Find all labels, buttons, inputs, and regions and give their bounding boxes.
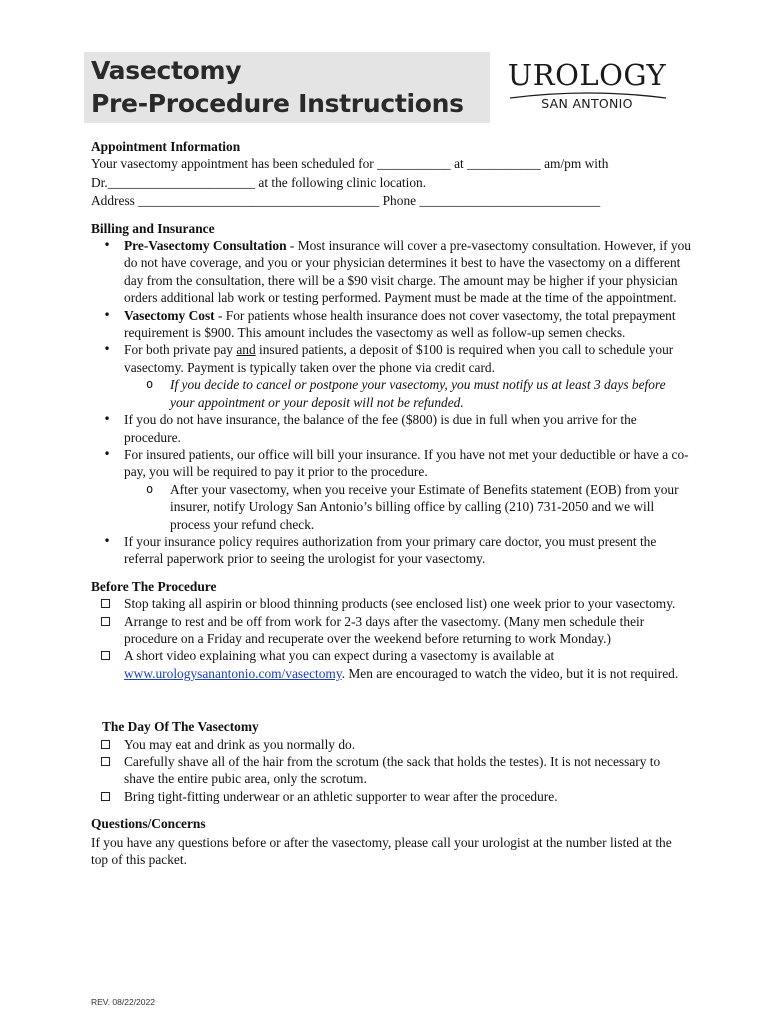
eob-text: After your vasectomy, when you receive your Estimate of Benefits statement (EOB) from your insurer, notify Urology San Antonio’s billing office by calling (210) 731-2050 and we will process your refund check.	[170, 481, 679, 532]
appointment-line-doctor: Dr.______________________ at the following clinic location.	[91, 174, 427, 190]
video-text-pre: A short video explaining what you can expect during a vasectomy is available at	[124, 648, 555, 664]
cost-text: - For patients whose health insurance does not cover vasectomy, the total prepayment requirement is $900. This amount includes the vasectomy as well as follow-up semen checks.	[124, 307, 676, 341]
insured-text: For insured patients, our office will bill your insurance. If you have not met your deductible or have a co-pay, you will be required to pay it prior to the procedure.	[124, 446, 689, 480]
consultation-label: Pre-Vasectomy Consultation	[124, 238, 287, 254]
billing-section	[91, 220, 691, 568]
bullet-icon: •	[103, 412, 111, 427]
eat-text: You may eat and drink as you normally do.	[124, 736, 356, 752]
sub-list-item	[124, 376, 691, 411]
sub-bullet-icon: o	[146, 481, 154, 496]
sub-bullet-icon: o	[146, 377, 154, 392]
checkbox-icon	[101, 740, 110, 749]
list-item	[91, 341, 691, 411]
appointment-line-date: Your vasectomy appointment has been scheduled for ___________ at ___________ am/pm with	[91, 156, 609, 172]
checkbox-icon	[101, 617, 110, 626]
page-title: Vasectomy	[91, 56, 242, 85]
list-item	[91, 446, 691, 533]
aspirin-text: Stop taking all aspirin or blood thinning products (see enclosed list) one week prior to your vasectomy.	[124, 596, 676, 612]
bullet-icon: •	[103, 533, 111, 548]
underwear-text: Bring tight-fitting underwear or an athletic supporter to wear after the procedure.	[124, 788, 558, 804]
day-checklist	[91, 736, 691, 806]
cost-label: Vasectomy Cost	[124, 307, 215, 323]
checkbox-icon	[101, 651, 110, 660]
questions-text: If you have any questions before or after the vasectomy, please call your urologist at the number listed at the top of this packet.	[91, 834, 672, 868]
consultation-text: - Most insurance will cover a pre-vasectomy consultation. However, if you do not have coverage, and you or your physician determines it best to have the vasectomy on a different day from the consultation, there will be a $90 visit charge. The amount may be higher if your physician orders additional lab work or testing performed. Payment must be made at the time of the appointment.	[124, 238, 691, 306]
authorization-text: If your insurance policy requires authorization from your primary care doctor, you must present the referral paperwork prior to seeing the urologist for your vasectomy.	[124, 533, 657, 567]
video-text-post: . Men are encouraged to watch the video, but it is not required.	[341, 665, 679, 681]
cancel-policy-text: If you decide to cancel or postpone your vasectomy, you must notify us at least 3 days before your appointment or your deposit will not be refunded.	[170, 377, 666, 410]
checklist-item	[91, 753, 691, 788]
insured-sublist	[124, 481, 691, 533]
bullet-icon: •	[103, 446, 111, 461]
rest-text: Arrange to rest and be off from work for 2-3 days after the vasectomy. (Many men schedule their procedure on a Friday and recuperate over the weekend before returning to work Monday.)	[124, 613, 645, 646]
appointment-section	[91, 138, 691, 210]
before-checklist	[91, 595, 691, 682]
deposit-text-and: and	[236, 342, 256, 358]
bullet-icon: •	[103, 342, 111, 357]
video-link[interactable]: www.urologysanantonio.com/vasectomy	[124, 665, 342, 681]
appointment-heading: Appointment Information	[91, 139, 241, 154]
bullet-icon: •	[103, 307, 111, 322]
appointment-line-address: Address ____________________________________ Phone ___________________________	[91, 193, 601, 209]
title-box	[84, 52, 490, 123]
billing-heading: Billing and Insurance	[91, 220, 215, 236]
document-body	[91, 138, 691, 868]
deposit-text-post: insured patients, a deposit of $100 is required when you call to schedule your vasectomy. Payment is typically taken over the phone via credit card.	[124, 342, 674, 375]
before-heading: Before The Procedure	[91, 578, 217, 594]
questions-heading: Questions/Concerns	[91, 816, 206, 832]
checkbox-icon	[101, 792, 110, 801]
checkbox-icon	[101, 757, 110, 766]
bullet-icon: •	[103, 238, 111, 253]
checklist-item	[91, 788, 691, 805]
list-item	[91, 237, 691, 307]
list-item	[91, 533, 691, 568]
logo-subtitle: SAN ANTONIO	[541, 96, 633, 111]
page-subtitle: Pre-Procedure Instructions	[91, 89, 464, 118]
day-heading: The Day Of The Vasectomy	[102, 719, 259, 735]
questions-section	[91, 815, 691, 868]
logo-wordmark: UROLOGY	[507, 58, 667, 92]
before-section	[91, 578, 691, 682]
sub-list-item	[124, 481, 691, 533]
shave-text: Carefully shave all of the hair from the scrotum (the sack that holds the testes). It is not necessary to shave the entire pubic area, only the scrotum.	[124, 754, 661, 787]
revision-date: REV. 08/22/2022	[91, 997, 155, 1007]
urology-san-antonio-logo	[498, 58, 676, 116]
list-item	[91, 411, 691, 446]
checklist-item	[91, 595, 691, 612]
checklist-item	[91, 736, 691, 753]
checklist-item	[91, 613, 691, 648]
list-item	[91, 307, 691, 342]
checkbox-icon	[101, 599, 110, 608]
day-section	[91, 718, 691, 805]
deposit-sublist	[124, 376, 691, 411]
no-insurance-text: If you do not have insurance, the balance of the fee ($800) is due in full when you arrive for the procedure.	[124, 412, 637, 445]
billing-list	[91, 237, 691, 568]
deposit-text-pre: For both private pay	[124, 342, 237, 358]
checklist-item	[91, 647, 691, 682]
